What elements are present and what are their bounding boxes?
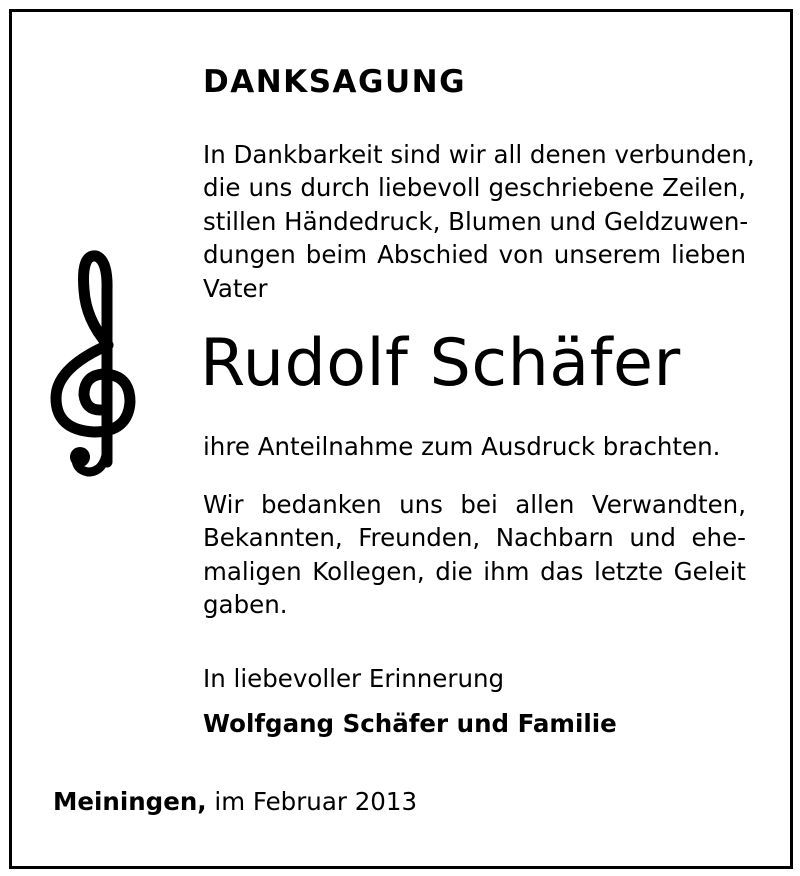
intro-line: dungen beim Abschied von unserem lieben	[203, 240, 746, 270]
thanks-line: maligen Kollegen, die ihm das letzte Geleit	[203, 556, 746, 586]
thanks-line: Wir bedanken uns bei allen Verwandten,	[203, 490, 746, 519]
family-signature: Wolfgang Schäfer und Familie	[203, 709, 617, 738]
thanks-paragraph	[203, 488, 746, 622]
intro-line: die uns durch liebevoll geschriebene Zeilen,	[203, 173, 746, 203]
thanks-line: Bekannten, Freunden, Nachbarn und ehe-	[203, 523, 746, 553]
expression-line: ihre Anteilnahme zum Ausdruck brachten.	[203, 432, 721, 461]
thanks-line: gaben.	[203, 590, 288, 620]
treble-clef-icon	[48, 250, 138, 480]
intro-paragraph	[203, 138, 755, 305]
intro-line: In Dankbarkeit sind wir all denen verbunden,	[203, 140, 755, 169]
intro-line: stillen Händedruck, Blumen und Geldzuwen-	[203, 206, 749, 236]
notice-heading: DANKSAGUNG	[203, 64, 467, 100]
footer-date: im Februar 2013	[206, 787, 418, 816]
intro-line: Vater	[203, 273, 268, 303]
footer-place: Meiningen,	[53, 787, 207, 816]
place-date-footer	[53, 785, 417, 818]
memory-line: In liebevoller Erinnerung	[203, 664, 505, 693]
deceased-name: Rudolf Schäfer	[200, 326, 681, 401]
